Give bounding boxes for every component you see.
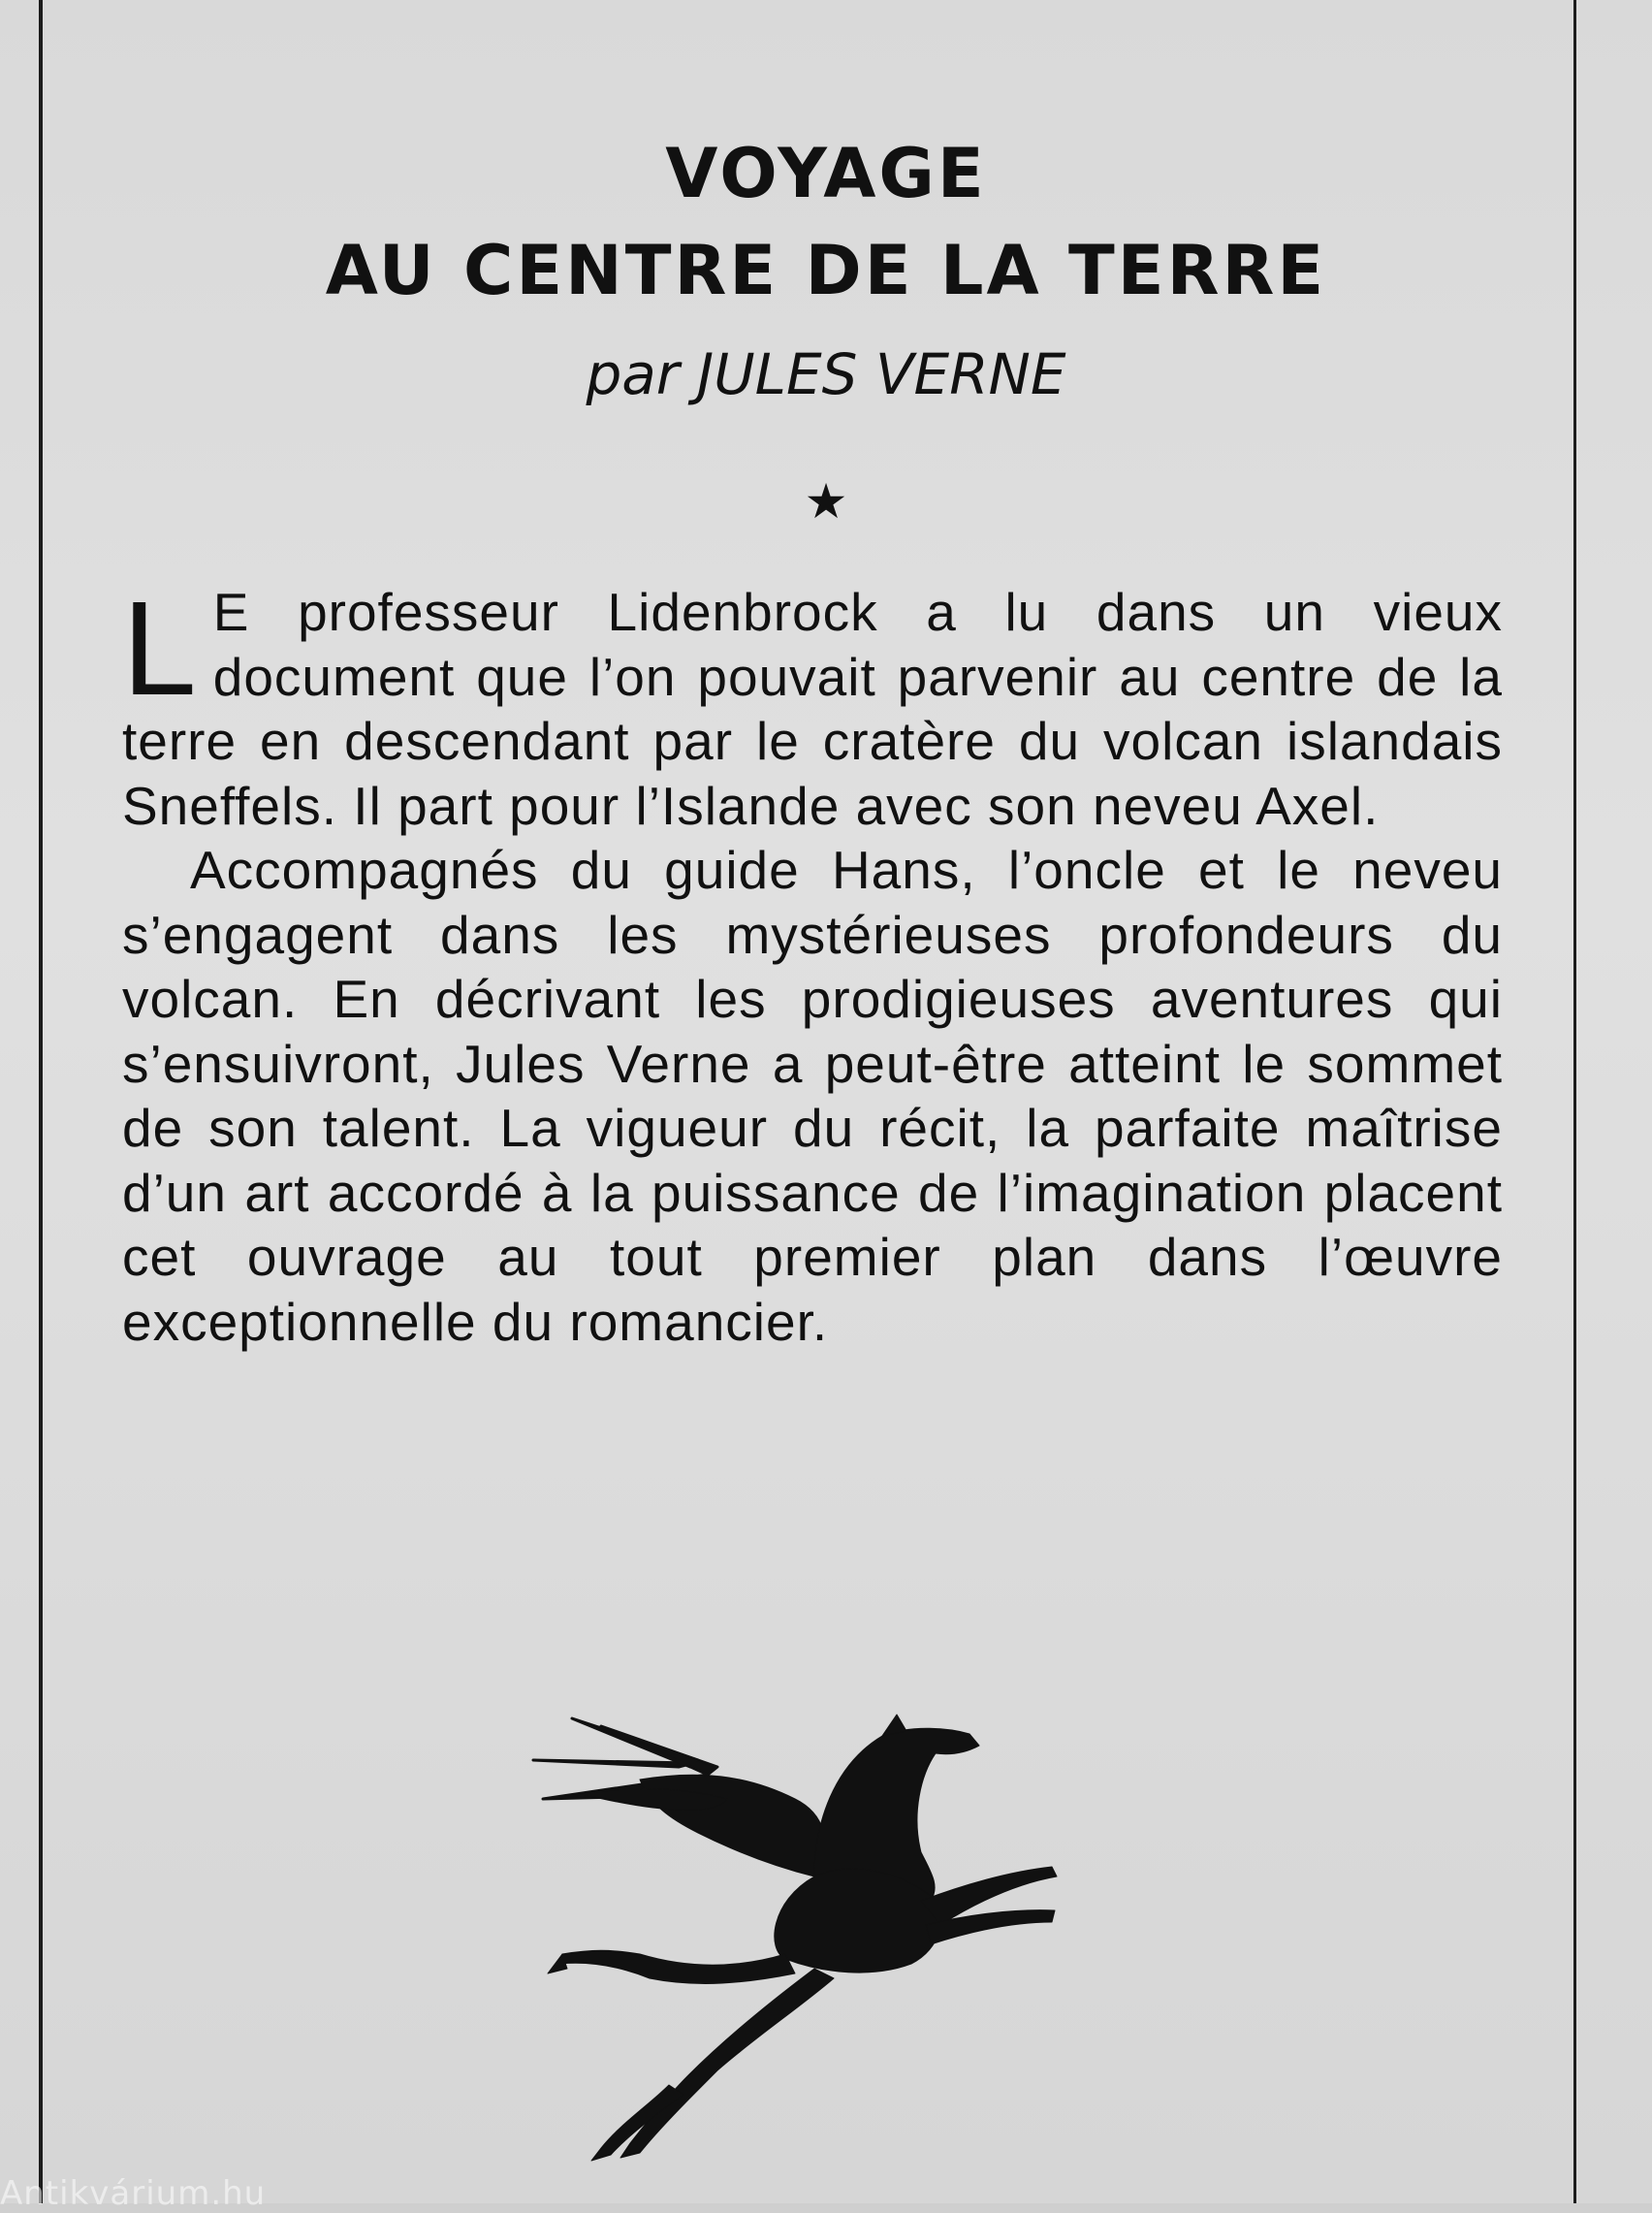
title-line-1: VOYAGE	[665, 134, 987, 213]
right-border-line	[1573, 0, 1576, 2203]
title-line-2: AU CENTRE DE LA TERRE	[325, 231, 1327, 310]
pegasus-icon	[524, 1707, 1096, 2163]
paragraph-2: Accompagnés du guide Hans, l’oncle et le neveu s’engagent dans les mystérieuses profondeurs du volcan. En décrivant les prodigieuses aventures qui s’ensuivront, Jules Verne a peut-être atteint le sommet de son talent. La vigueur du récit, la parfaite maîtrise d’un art accordé à la puissance de l’imagination placent cet ouvrage au tout premier plan dans l’œuvre exceptionnelle du romancier.	[122, 840, 1503, 1352]
author-line: par JULES VERNE	[586, 341, 1066, 407]
drop-cap: L	[122, 574, 198, 723]
star-ornament: ★	[804, 473, 848, 529]
watermark-text: Antikvárium.hu	[0, 2174, 267, 2213]
paragraph-1-text: E professeur Lidenbrock a lu dans un vieux document que l’on pouvait parvenir au centre de la terre en descendant par le cratère du volcan islandais Sneffels. Il part pour l’Islande avec son neveu Axel.	[122, 582, 1503, 836]
synopsis-text	[122, 574, 1503, 1354]
left-border-line	[39, 0, 43, 2203]
paragraph-1	[122, 574, 1503, 838]
